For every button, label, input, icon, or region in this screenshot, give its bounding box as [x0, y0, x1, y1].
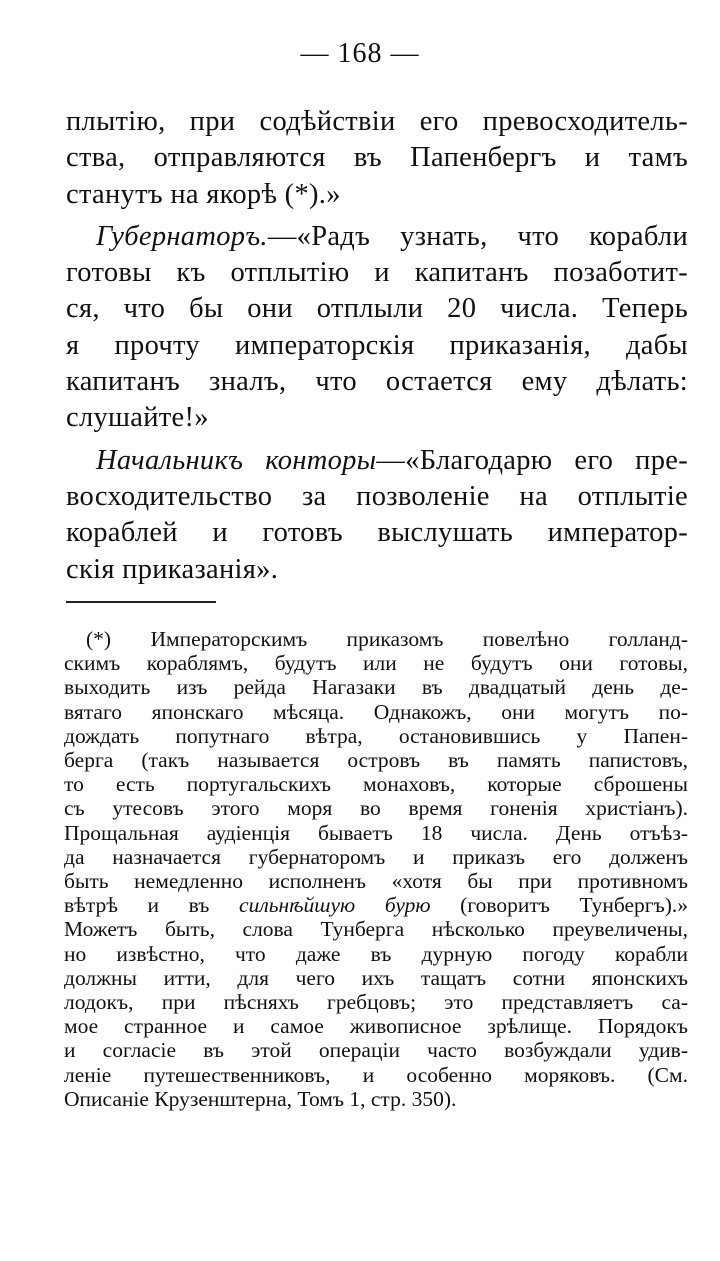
- speaker-governor: Губернаторъ.: [96, 220, 268, 252]
- paragraph-3: [66, 443, 688, 588]
- text-line: ства, отправляются въ Папенбергъ и тамъ: [66, 142, 688, 174]
- footnote-emphasis: сильнѣйшую бурю: [239, 893, 431, 918]
- footnote-line: и согласіе въ этой операціи часто возбуждали удив-: [64, 1038, 688, 1063]
- footnote-line: дождать попутнаго вѣтра, остановившись у Папен-: [64, 723, 688, 748]
- text-line: [66, 443, 688, 479]
- text-line: [66, 219, 688, 255]
- footnote-line: берга (такъ называется островъ въ память папистовъ,: [64, 748, 688, 773]
- footnote-line: но извѣстно, что даже въ дурную погоду корабли: [64, 941, 688, 966]
- text-line: восходительство за позволеніе на отплытіе: [66, 480, 688, 512]
- main-text: [66, 104, 688, 588]
- text-line: станутъ на якорѣ (*).»: [66, 178, 341, 210]
- footnote-divider: [66, 601, 216, 603]
- footnote-line: леніе путешественниковъ, и особенно моряковъ. (См.: [64, 1062, 688, 1087]
- footnote-text: вѣтрѣ и въ: [64, 893, 240, 918]
- speech-text: —«Радъ узнать, что корабли: [267, 220, 688, 252]
- text-line: капитанъ зналъ, что остается ему дѣлать:: [66, 366, 688, 398]
- paragraph-2: [66, 219, 688, 437]
- footnote-line: Прощальная аудіенція бываетъ 18 числа. День отъѣз-: [64, 820, 688, 845]
- text-line: ся, что бы они отплыли 20 числа. Теперь: [66, 293, 688, 325]
- footnote-line: вятаго японскаго мѣсяца. Однакожъ, они могутъ по-: [64, 699, 688, 724]
- footnote: [64, 627, 688, 1111]
- speech-text: —«Благодарю его пре-: [376, 444, 688, 476]
- footnote-line: [64, 893, 688, 917]
- footnote-line: Описаніе Крузенштерна, Томъ 1, стр. 350).: [64, 1086, 457, 1111]
- footnote-line: выходить изъ рейда Нагазаки въ двадцатый день де-: [64, 675, 688, 700]
- page-number: — 168 —: [300, 38, 420, 69]
- footnote-line: (*) Императорскимъ приказомъ повелѣно голланд-: [86, 627, 688, 651]
- text-line: я прочту императорскія приказанія, дабы: [66, 329, 688, 361]
- text-line: кораблей и готовъ выслушать император-: [66, 517, 688, 549]
- footnote-line: скимъ кораблямъ, будутъ или не будутъ они готовы,: [64, 651, 688, 676]
- footnote-line: Можетъ быть, слова Тунберга нѣсколько преувеличены,: [64, 917, 688, 942]
- paragraph-1: [66, 104, 688, 213]
- footnote-line: должны итти, для чего ихъ тащатъ сотни японскихъ: [64, 965, 688, 990]
- text-line: слушайте!»: [66, 402, 209, 434]
- footnote-line: лодокъ, при пѣсняхъ гребцовъ; это представляетъ са-: [64, 990, 688, 1015]
- text-line: готовы къ отплытію и капитанъ позаботит-: [66, 257, 688, 289]
- footnote-line: то есть португальскихъ монаховъ, которые сброшены: [64, 772, 688, 797]
- text-line: скія приказанія».: [66, 553, 279, 585]
- footnote-line: мое странное и самое живописное зрѣлище. Порядокъ: [64, 1014, 688, 1039]
- speaker-office-chief: Начальникъ конторы: [96, 444, 377, 476]
- footnote-line: съ утесовъ этого моря во время гоненія христіанъ).: [64, 796, 688, 821]
- footnote-line: да назначается губернаторомъ и приказъ его долженъ: [64, 844, 688, 869]
- text-line: плытію, при содѣйствіи его превосходитель-: [66, 106, 688, 137]
- footnote-text: (говоритъ Тунбергъ).»: [430, 893, 688, 918]
- footnote-line: быть немедленно исполненъ «хотя бы при противномъ: [64, 869, 688, 894]
